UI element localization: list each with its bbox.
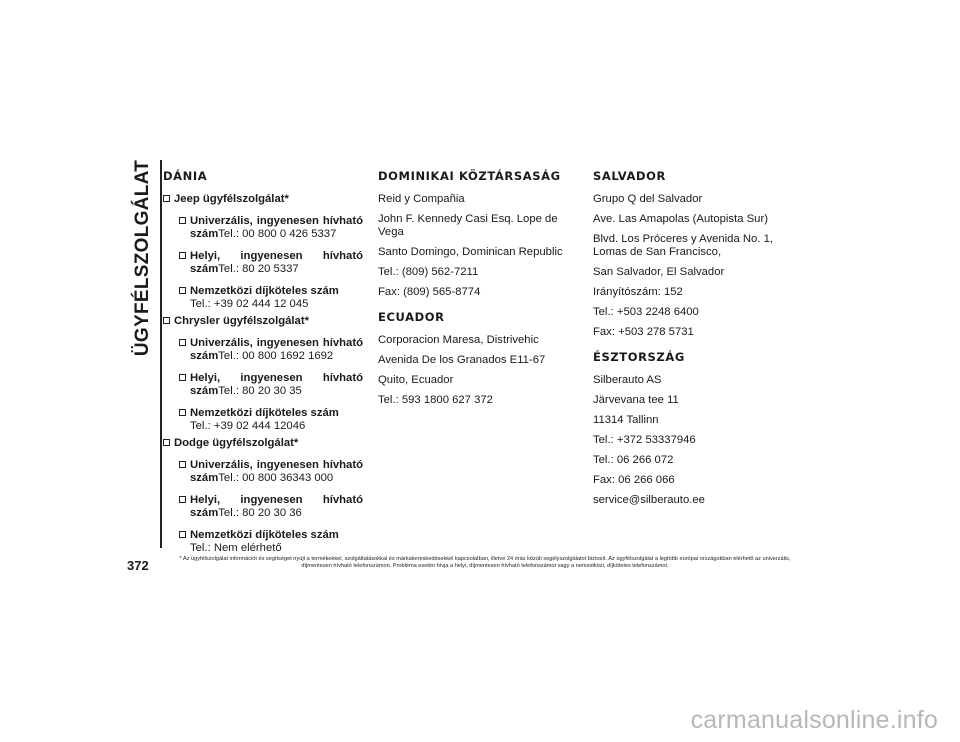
- email-line: service@silberauto.ee: [593, 494, 705, 506]
- checkbox-square-icon: [179, 339, 186, 346]
- contact-entry: Helyi, ingyenesen hívható számTel.: 80 20 5337: [163, 250, 363, 276]
- checkbox-square-icon: [179, 374, 186, 381]
- footnote: * Az ügyfélszolgálat információt és segítséget nyújt a termékekkel, szolgáltatásokkal és márkakereskedésekkel kapcsolatban, illetve 24 órás közúti segélyszolgálatot biztosít. Az ügyfélszolgálat a legtöbb európai országokban elérhető az univerzális, díjmentesen hívható telefonszámon. Probléma esetén hívja a helyi, díjmentesen hívható telefonszámot vagy a nemzetközi, díjköteles telefonszámot.: [179, 556, 791, 569]
- contact-entry: Univerzális, ingyenesen hívható számTel.: 00 800 1692 1692: [163, 337, 363, 363]
- vertical-rule: [160, 160, 162, 548]
- postal-code-line: Irányítószám: 152: [593, 286, 683, 298]
- address-line: Reid y Compañia: [378, 193, 465, 205]
- checkbox-square-icon: [179, 287, 186, 294]
- checkbox-square-icon: [179, 461, 186, 468]
- fax-line: Fax: +503 278 5731: [593, 326, 694, 338]
- checkbox-square-icon: [179, 496, 186, 503]
- phone-line: Tel.: +503 2248 6400: [593, 306, 699, 318]
- page-number: 372: [127, 558, 149, 573]
- checkbox-square-icon: [179, 531, 186, 538]
- watermark: carmanualsonline.info: [690, 706, 938, 734]
- address-line: Silberauto AS: [593, 374, 662, 386]
- contact-entry: Nemzetközi díjköteles szám Tel.: Nem elérhető: [163, 529, 363, 555]
- side-section-title: ÜGYFÉLSZOLGÁLAT: [132, 159, 153, 357]
- heading-denmark: DÁNIA: [163, 169, 208, 183]
- phone-line: Tel.: +372 53337946: [593, 434, 696, 446]
- contact-entry: Helyi, ingyenesen hívható számTel.: 80 20 30 36: [163, 494, 363, 520]
- heading-ecuador: ECUADOR: [378, 310, 445, 324]
- group-label: Dodge ügyfélszolgálat*: [163, 437, 363, 450]
- address-line: John F. Kennedy Casi Esq. Lope de Vega: [378, 213, 558, 238]
- fax-line: Fax: 06 266 066: [593, 474, 675, 486]
- side-section-tab: [128, 159, 158, 357]
- checkbox-square-icon: [163, 317, 170, 324]
- address-line: San Salvador, El Salvador: [593, 266, 725, 278]
- column-denmark: [163, 170, 363, 564]
- column-dominican-ecuador: [378, 170, 578, 414]
- column-salvador-estonia: [593, 170, 793, 514]
- phone-line: Tel.: 06 266 072: [593, 454, 674, 466]
- heading-dominican-republic: DOMINIKAI KÖZTÁRSASÁG: [378, 169, 561, 183]
- address-line: Corporacion Maresa, Distrivehic: [378, 334, 539, 346]
- fax-line: Fax: (809) 565-8774: [378, 286, 481, 298]
- address-line: Quito, Ecuador: [378, 374, 454, 386]
- address-line: Järvevana tee 11: [593, 394, 679, 406]
- checkbox-square-icon: [179, 409, 186, 416]
- contact-entry: Nemzetközi díjköteles szám Tel.: +39 02 444 12046: [163, 407, 363, 433]
- address-line: Grupo Q del Salvador: [593, 193, 703, 205]
- checkbox-square-icon: [179, 217, 186, 224]
- address-line: 11314 Tallinn: [593, 414, 659, 426]
- group-chrysler: [163, 315, 363, 433]
- phone-line: Tel.: 593 1800 627 372: [378, 394, 493, 406]
- heading-estonia: ÉSZTORSZÁG: [593, 350, 685, 364]
- checkbox-square-icon: [163, 439, 170, 446]
- checkbox-square-icon: [179, 252, 186, 259]
- phone-line: Tel.: (809) 562-7211: [378, 266, 479, 278]
- checkbox-square-icon: [163, 195, 170, 202]
- address-line: Ave. Las Amapolas (Autopista Sur): [593, 213, 768, 225]
- contact-entry: Helyi, ingyenesen hívható számTel.: 80 20 30 35: [163, 372, 363, 398]
- address-line: Blvd. Los Próceres y Avenida No. 1, Lomas de San Francisco,: [593, 233, 774, 258]
- contact-entry: Univerzális, ingyenesen hívható számTel.: 00 800 36343 000: [163, 459, 363, 485]
- address-line: Avenida De los Granados E11-67: [378, 354, 546, 366]
- group-label: Chrysler ügyfélszolgálat*: [163, 315, 363, 328]
- group-jeep: [163, 193, 363, 311]
- address-line: Santo Domingo, Dominican Republic: [378, 246, 563, 258]
- contact-entry: Nemzetközi díjköteles szám Tel.: +39 02 444 12 045: [163, 285, 363, 311]
- contact-entry: Univerzális, ingyenesen hívható számTel.: 00 800 0 426 5337: [163, 215, 363, 241]
- heading-salvador: SALVADOR: [593, 169, 666, 183]
- group-label: Jeep ügyfélszolgálat*: [163, 193, 363, 206]
- group-dodge: [163, 437, 363, 555]
